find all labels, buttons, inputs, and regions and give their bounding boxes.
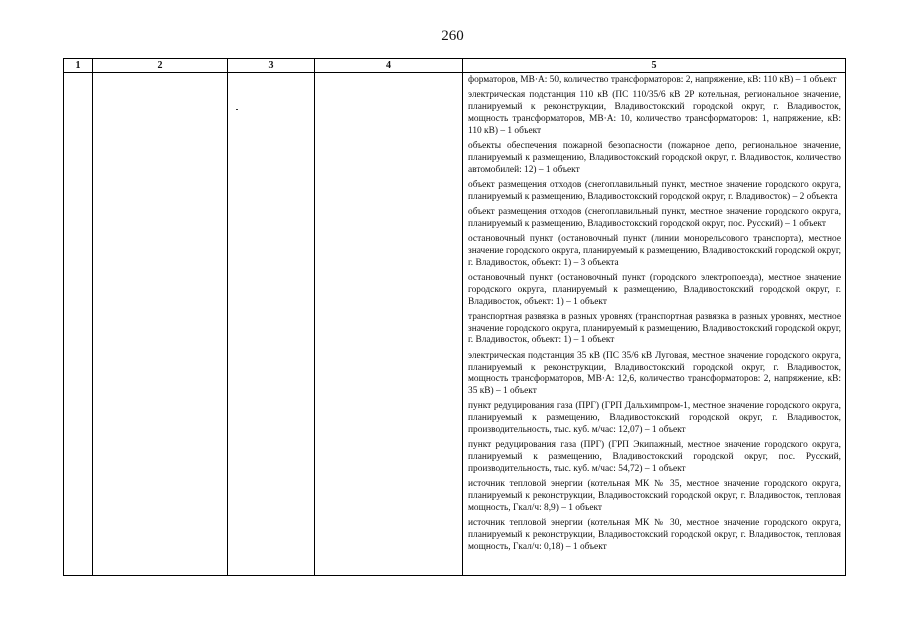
list-item: источник тепловой энергии (котельная МК № 30, местное значение городского округа, планируемый к реконструкции, Владивостокский городской округ, г. Владивосток, тепловая мощность, Гкал/ч: 0,18) – 1 объект: [468, 518, 841, 552]
column-header-5: 5: [463, 59, 846, 73]
list-item: форматоров, МВ·А: 50, количество трансформаторов: 2, напряжение, кВ: 110 кВ) – 1 объект: [468, 75, 837, 85]
stray-mark: [236, 109, 238, 110]
cell-column-1: [64, 73, 93, 576]
list-item: транспортная развязка в разных уровнях (транспортная развязка в разных уровнях, местное значение городского округа, планируемый к размещению, Владивостокский городской округ, г. Владивосток, объект: 1) – 1 объект: [468, 311, 841, 346]
list-item: объект размещения отходов (снегоплавильный пункт, местное значение городского округа, планируемый к размещению, Владивостокский городской округ, пос. Русский) – 1 объект: [468, 206, 841, 229]
list-item: остановочный пункт (остановочный пункт (городского электропоезда), местное значение городского округа, планируемый к размещению, Владивостокский городской округ, г. Владивосток, объект: 1) – 1 объект: [468, 272, 841, 307]
list-item: объекты обеспечения пожарной безопасности (пожарное депо, региональное значение, планируемый к размещению, Владивостокский городской округ, г. Владивосток, количество автомобилей: 12) – 1 объект: [468, 140, 841, 175]
table-row: [64, 73, 846, 576]
cell-column-5: [463, 73, 846, 576]
cell-column-2: [93, 73, 228, 576]
list-item: объект размещения отходов (снегоплавильный пункт, местное значение городского округа, планируемый к размещению, Владивостокский городской округ, г. Владивосток) – 2 объекта: [468, 179, 841, 202]
list-item: источник тепловой энергии (котельная МК № 35, местное значение городского округа, планируемый к реконструкции, Владивостокский городской округ, г. Владивосток, тепловая мощность, Гкал/ч: 8,9) – 1 объект: [468, 479, 841, 513]
list-item: электрическая подстанция 110 кВ (ПС 110/35/6 кВ 2Р котельная, региональное значение, планируемый к реконструкции, Владивостокский городской округ, г. Владивосток, мощность трансформаторов, МВ·А: 10, количество трансформаторов: 1, напряжение, кВ: 110 кВ) – 1 объект: [468, 90, 841, 136]
page-number: 260: [441, 28, 464, 44]
cell-column-4: [315, 73, 463, 576]
document-table: [63, 58, 846, 576]
column-header-1: 1: [64, 59, 93, 73]
list-item: пункт редуцирования газа (ПРГ) (ГРП Дальхимпром-1, местное значение городского округа, планируемый к размещению, Владивостокский городской округ, г. Владивосток, производительность, тыс. куб. м/час: 12,07) – 1 объект: [468, 401, 841, 436]
cell-column-3: [228, 73, 315, 576]
list-item: остановочный пункт (остановочный пункт (линии монорельсового транспорта), местное значение городского округа, планируемый к размещению, Владивостокский городской округ, г. Владивосток, объект: 1) – 3 объекта: [468, 234, 841, 268]
list-item: пункт редуцирования газа (ПРГ) (ГРП Экипажный, местное значение городского округа, планируемый к размещению, Владивостокский городской округ, пос. Русский, производительность, тыс. куб. м/час: 54,72) – 1 объект: [468, 440, 841, 474]
column-header-4: 4: [315, 59, 463, 73]
table-header-row: [64, 59, 846, 73]
column-header-3: 3: [228, 59, 315, 73]
column-header-2: 2: [93, 59, 228, 73]
list-item: электрическая подстанция 35 кВ (ПС 35/6 кВ Луговая, местное значение городского округа, планируемый к реконструкции, Владивостокский городской округ, г. Владивосток, мощность трансформаторов, МВ·А: 12,6, количество трансформаторов: 2, напряжение, кВ: 35 кВ) – 1 объект: [468, 350, 841, 397]
